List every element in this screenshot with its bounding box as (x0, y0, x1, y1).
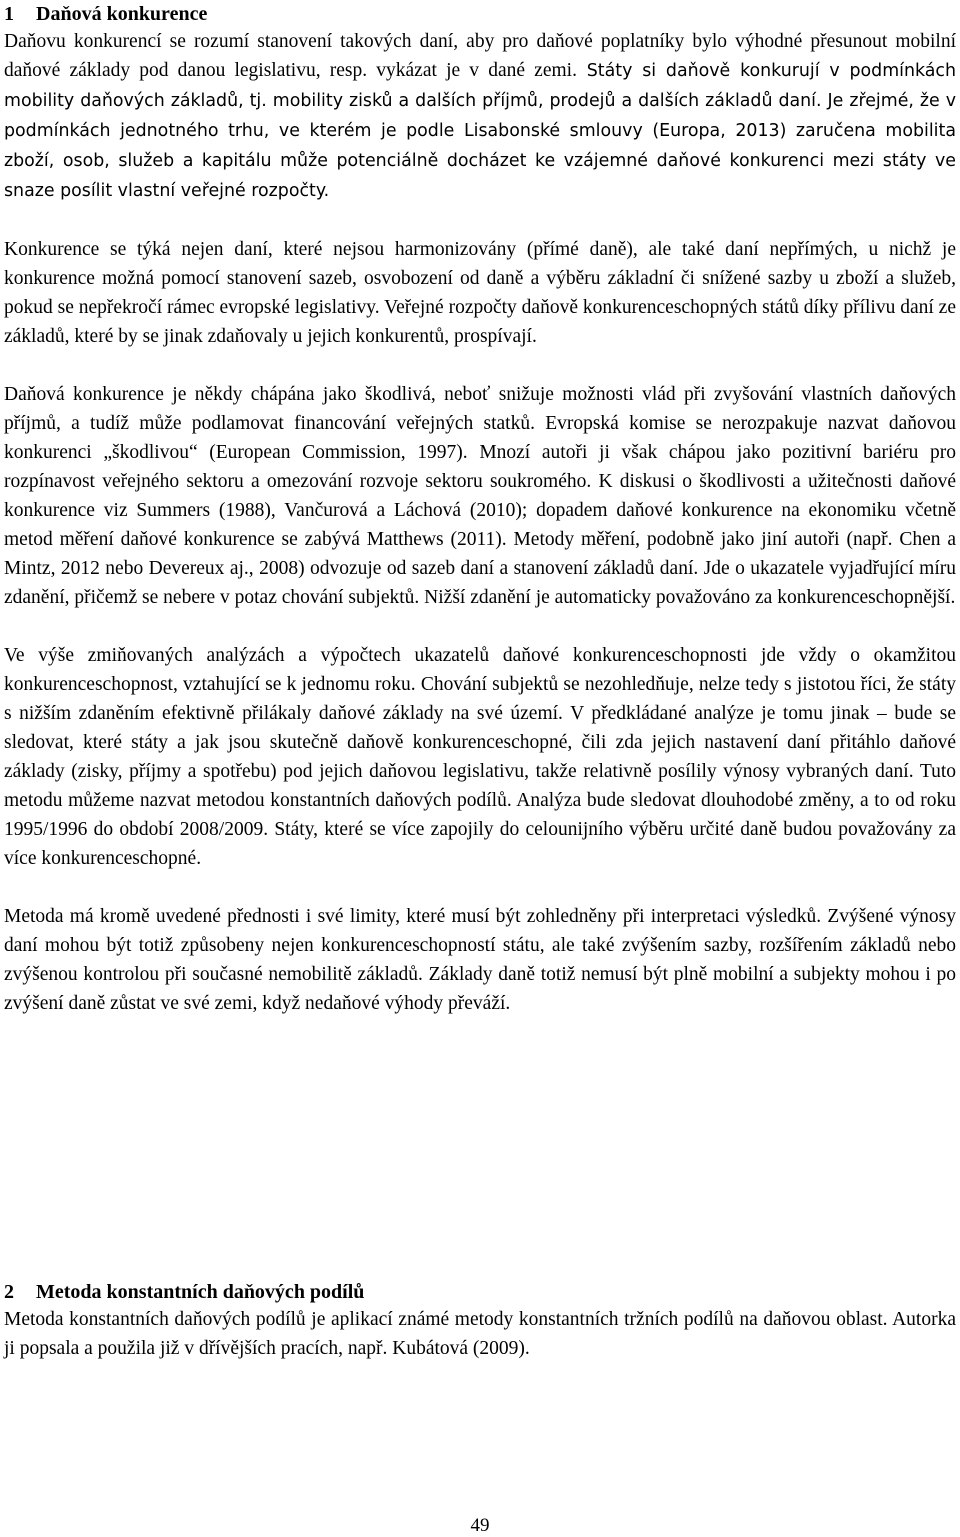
paragraph-3: Daňová konkurence je někdy chápána jako škodlivá, neboť snižuje možnosti vlád při zvyšování vlastních daňových příjmů, a tudíž může podlamovat financování veřejných statků. Evropská komise se nerozpakuje nazvat daňovou konkurenci „škodlivou“ (European Commission, 1997). Mnozí autoři ji však chápou jako pozitivní bariéru pro rozpínavost veřejného sektoru a omezování rozvoje sektoru soukromého. K diskusi o škodlivosti a užitečnosti daňové konkurence viz Summers (1988), Vančurová a Láchová (2010); dopadem daňové konkurence na ekonomiku včetně metod měření daňové konkurence se zabývá Matthews (2011). Metody měření, podobně jako jiní autoři (např. Chen a Mintz, 2012 nebo Devereux aj., 2008) odvozuje od sazeb daní a stanovení základů daní. Jde o ukazatele vyjadřující míru zdanění, přičemž se nebere v potaz chování subjektů. Nižší zdanění je automaticky považováno za konkurenceschopnější. (4, 384, 956, 608)
section-2-number: 2 (4, 1281, 14, 1303)
paragraph-1-sans: Státy si daňově konkurují v podmínkách mobility daňových základů, tj. mobility zisků a dalších příjmů, prodejů a dalších základů daní. Je zřejmé, že v podmínkách jednotného trhu, ve kterém je podle Lisabonské smlouvy (Europa, 2013) zaručena mobilita zboží, osob, služeb a kapitálu může potenciálně docházet ke vzájemné daňové konkurenci mezi státy ve snaze posílit vlastní veřejné rozpočty. (4, 61, 957, 201)
section-1 (4, 0, 956, 1018)
section-2 (4, 1278, 956, 1363)
paragraph-1 (4, 27, 956, 206)
section-2-heading (4, 1278, 956, 1305)
section-2-paragraph-1: Metoda konstantních daňových podílů je aplikací známé metody konstantních tržních podílů na daňovou oblast. Autorka ji popsala a použila již v dřívějších pracích, např. Kubátová (2009). (4, 1309, 956, 1359)
section-1-title: Daňová konkurence (36, 3, 208, 25)
paragraph-2 (4, 235, 956, 351)
section-2-title: Metoda konstantních daňových podílů (36, 1281, 365, 1303)
section-1-heading (4, 0, 956, 27)
paragraph-5: Metoda má kromě uvedené přednosti i své limity, které musí být zohledněny při interpretaci výsledků. Zvýšené výnosy daní mohou být totiž způsobeny nejen konkurenceschopností státu, ale také zvýšením sazby, rozšířením základů nebo zvýšenou kontrolou při současné nemobilitě základů. Základy daně totiž nemusí být plně mobilní a subjekty mohou i po zvýšení daně zůstat ve své zemi, když nedaňové výhody převáží. (4, 906, 956, 1014)
section-1-number: 1 (4, 3, 14, 25)
paragraph-2-part-2: Veřejné rozpočty daňově konkurenceschopných států díky přílivu daní ze základů, které by se jinak zdaňovaly u jejich konkurentů, prospívají. (4, 297, 956, 347)
paragraph-2-part-1: Konkurence se týká nejen daní, které nejsou harmonizovány (přímé daně), ale také daní nepřímých, u nichž je konkurence možná pomocí stanovení sazeb, osvobození od daně a výběru základní či snížené sazby u zboží a služeb, pokud se nepřekročí rámec evropské legislativy. (4, 239, 956, 318)
paragraph-1-serif: Daňovu konkurencí se rozumí stanovení takových daní, aby pro daňové poplatníky bylo výhodné přesunout mobilní daňové základy pod danou legislativu, resp. vykázat je v dané zemi. (4, 31, 956, 81)
paragraph-4: Ve výše zmiňovaných analýzách a výpočtech ukazatelů daňové konkurenceschopnosti jde vždy o okamžitou konkurenceschopnost, vztahující se k jednomu roku. Chování subjektů se nezohledňuje, nelze tedy s jistotou říci, že státy s nižším zdaněním efektivně přilákaly daňové základy na své území. V předkládané analýze je tomu jinak – bude se sledovat, které státy a jak jsou skutečně daňově konkurenceschopné, čili zda jejich nastavení daní přitáhlo daňové základy (zisky, příjmy a spotřebu) pod jejich daňovou legislativu, takže relativně posílily výnosy vybraných daní. Tuto metodu můžeme nazvat metodou konstantních daňových podílů. Analýza bude sledovat dlouhodobé změny, a to od roku 1995/1996 do období 2008/2009. Státy, které se více zapojily do celounijního výběru určité daně budou považovány za více konkurenceschopné. (4, 645, 956, 869)
page-number: 49 (470, 1515, 490, 1536)
